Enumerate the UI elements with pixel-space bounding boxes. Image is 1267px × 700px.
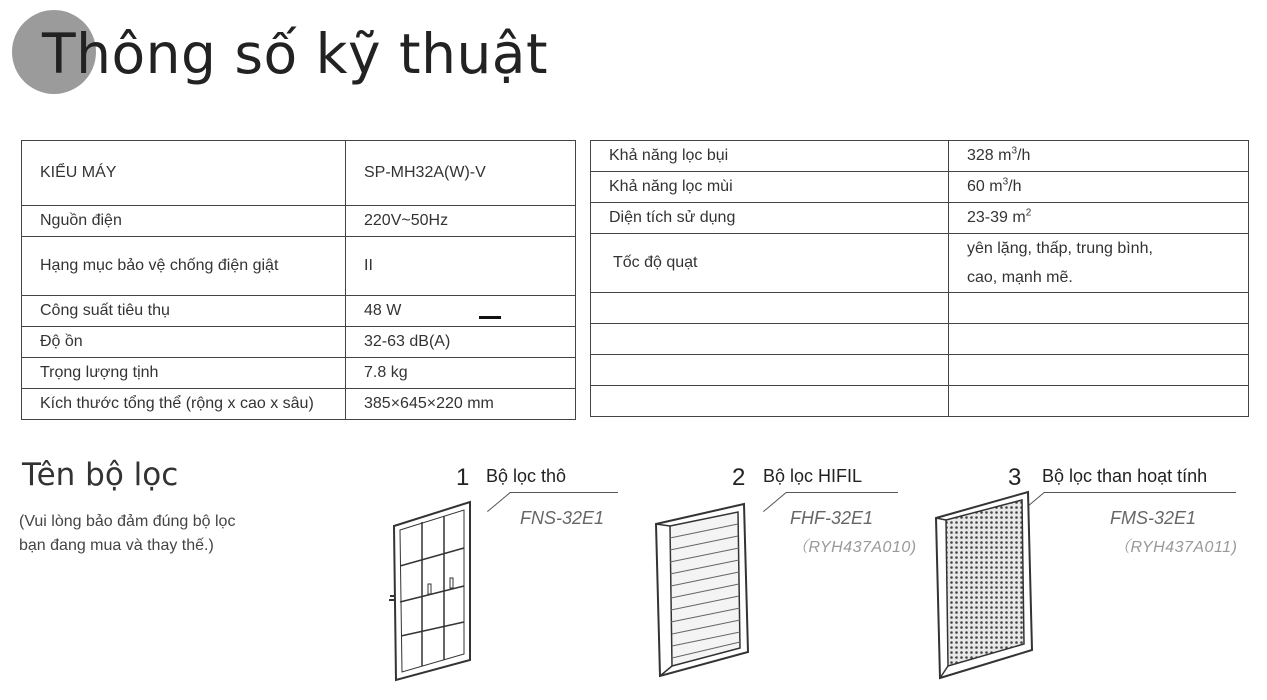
- empty-cell: [591, 324, 949, 355]
- specs-table-right: [590, 140, 1249, 417]
- label-leader-line: [763, 492, 787, 512]
- empty-cell: [949, 386, 1249, 417]
- table-row: [22, 327, 576, 358]
- table-row: [591, 172, 1249, 203]
- label-underline: [510, 492, 618, 493]
- spec-value: yên lặng, thấp, trung bình, cao, mạnh mẽ.: [949, 234, 1249, 293]
- spec-value: 48 W: [346, 296, 576, 327]
- spec-label: Công suất tiêu thụ: [22, 296, 346, 327]
- specs-table-left: [21, 140, 576, 420]
- filter-number: 3: [1008, 464, 1022, 491]
- filter-item-coarse: [380, 464, 630, 694]
- filter-code: （RYH437A010): [792, 539, 917, 556]
- filters-note: (Vui lòng bảo đảm đúng bộ lọc bạn đang mua và thay thế.): [19, 513, 236, 554]
- empty-cell: [591, 355, 949, 386]
- spec-value: 60 $m^3/h$: [949, 172, 1249, 203]
- coarse-filter-image: [384, 500, 476, 682]
- table-row: [22, 389, 576, 420]
- table-row: [591, 386, 1249, 417]
- filter-code: （RYH437A011): [1114, 539, 1238, 556]
- filter-item-hifil: [652, 464, 932, 694]
- spec-label: Hạng mục bảo vệ chống điện giật: [22, 237, 346, 296]
- label-underline: [786, 492, 898, 493]
- spec-value: 23-39 $m^2$: [949, 203, 1249, 234]
- filter-item-activated-carbon: [934, 464, 1254, 694]
- table-row: [591, 141, 1249, 172]
- empty-cell: [591, 386, 949, 417]
- filter-name: Bộ lọc than hoạt tính: [1042, 466, 1208, 486]
- filter-model: FNS-32E1: [520, 508, 605, 528]
- empty-cell: [949, 355, 1249, 386]
- table-row: [22, 296, 576, 327]
- dash-mark: [479, 316, 501, 319]
- filter-name: Bộ lọc HIFIL: [763, 466, 863, 486]
- table-row: [591, 355, 1249, 386]
- spec-value: 220V~50Hz: [346, 206, 576, 237]
- page-title: Thông số kỹ thuật: [42, 22, 549, 86]
- spec-label: Diện tích sử dụng: [591, 203, 949, 234]
- spec-label: Khả năng lọc bụi: [591, 141, 949, 172]
- spec-label: Khả năng lọc mùi: [591, 172, 949, 203]
- label-underline: [1044, 492, 1236, 493]
- filter-model: FHF-32E1: [790, 508, 874, 528]
- spec-value: SP-MH32A(W)-V: [346, 141, 576, 206]
- table-row: [22, 237, 576, 296]
- spec-value: 32-63 dB(A): [346, 327, 576, 358]
- filter-number: 1: [456, 464, 470, 491]
- filter-model: FMS-32E1: [1110, 508, 1197, 528]
- spec-label: Kích thước tổng thể (rộng x cao x sâu): [22, 389, 346, 420]
- table-row: [591, 324, 1249, 355]
- empty-cell: [591, 293, 949, 324]
- carbon-filter-image: [934, 490, 1036, 682]
- spec-value: 328 $m^3/h$: [949, 141, 1249, 172]
- spec-value: 385×645×220 mm: [346, 389, 576, 420]
- filter-number: 2: [732, 464, 746, 491]
- spec-value: II: [346, 237, 576, 296]
- empty-cell: [949, 324, 1249, 355]
- spec-label: Nguồn điện: [22, 206, 346, 237]
- filter-name: Bộ lọc thô: [486, 466, 567, 486]
- spec-label: Trọng lượng tịnh: [22, 358, 346, 389]
- spec-label: Tốc độ quạt: [591, 234, 949, 293]
- spec-value: 7.8 kg: [346, 358, 576, 389]
- hifil-filter-image: [652, 502, 752, 680]
- label-leader-line: [487, 492, 511, 512]
- spec-label: KIỂU MÁY: [22, 141, 346, 206]
- spec-label: Độ ồn: [22, 327, 346, 358]
- filters-section-title: Tên bộ lọc: [22, 457, 179, 493]
- table-row: [22, 358, 576, 389]
- table-row: [22, 141, 576, 206]
- table-row: [591, 293, 1249, 324]
- table-row: [591, 203, 1249, 234]
- empty-cell: [949, 293, 1249, 324]
- table-row: [22, 206, 576, 237]
- table-row: [591, 234, 1249, 293]
